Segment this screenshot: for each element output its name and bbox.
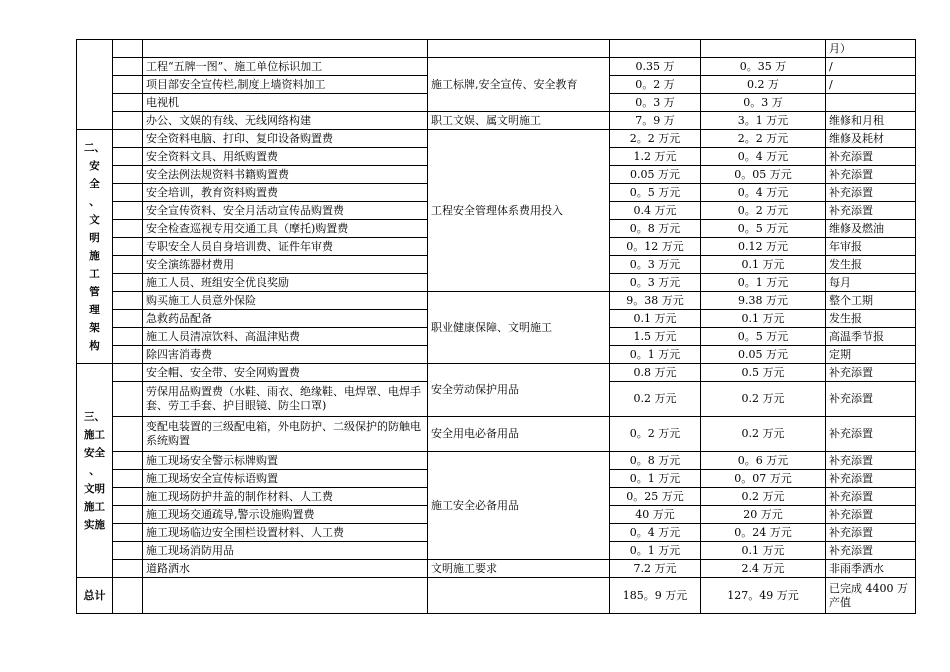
- actual-amount: 20 万元: [701, 506, 826, 524]
- note-cell: /: [826, 58, 916, 76]
- planned-amount: 0.8 万元: [610, 364, 701, 382]
- note-cell: 发生报: [826, 256, 916, 274]
- actual-amount: 0.12 万元: [701, 238, 826, 256]
- note-cell: 补充添置: [826, 202, 916, 220]
- actual-amount: 0.5 万元: [701, 364, 826, 382]
- note-cell: /: [826, 76, 916, 94]
- item-cell: 安全培训，教育资料购置费: [143, 184, 428, 202]
- category-cell: 安全用电必备用品: [428, 417, 610, 452]
- planned-amount: 0。1 万元: [610, 346, 701, 364]
- total-label: 总计: [77, 578, 113, 614]
- table-row: [77, 130, 916, 148]
- actual-amount: 0.05 万元: [701, 346, 826, 364]
- item-cell: 项目部安全宣传栏,制度上墙资料加工: [143, 76, 428, 94]
- category-cell: 安全劳动保护用品: [428, 364, 610, 417]
- note-cell: [826, 94, 916, 112]
- note-cell: 维修及燃油: [826, 220, 916, 238]
- item-cell: 施工现场安全警示标牌购置: [143, 452, 428, 470]
- note-cell: 年审报: [826, 238, 916, 256]
- note-cell: 补充添置: [826, 166, 916, 184]
- category-cell: 施工安全必备用品: [428, 452, 610, 560]
- actual-amount: 9.38 万元: [701, 292, 826, 310]
- planned-amount: 0。2 万元: [610, 417, 701, 452]
- planned-amount: 0。1 万元: [610, 542, 701, 560]
- planned-amount: 0。1 万元: [610, 470, 701, 488]
- planned-amount: 0.35 万: [610, 58, 701, 76]
- planned-amount: 9。38 万元: [610, 292, 701, 310]
- section-cell: [77, 40, 113, 130]
- planned-amount: 0。3 万元: [610, 256, 701, 274]
- item-cell: 电视机: [143, 94, 428, 112]
- planned-amount: 0.1 万元: [610, 310, 701, 328]
- table-row: [77, 560, 916, 578]
- planned-amount: 0.4 万元: [610, 202, 701, 220]
- note-cell: 整个工期: [826, 292, 916, 310]
- total-actual: 127。49 万元: [701, 578, 826, 614]
- category-cell: 工程安全管理体系费用投入: [428, 130, 610, 292]
- planned-amount: 0。8 万元: [610, 452, 701, 470]
- planned-amount: 0。12 万元: [610, 238, 701, 256]
- item-cell: 施工人员、班组安全优良奖励: [143, 274, 428, 292]
- table-row: [77, 452, 916, 470]
- actual-amount: 0。3 万: [701, 94, 826, 112]
- item-cell: 施工现场防护井盖的制作材料、人工费: [143, 488, 428, 506]
- category-cell: 职工文娱、属文明施工: [428, 112, 610, 130]
- note-cell: 补充添置: [826, 506, 916, 524]
- note-cell: 补充添置: [826, 470, 916, 488]
- note-cell: 月）: [826, 40, 916, 58]
- item-cell: 劳保用品购置费（水鞋、雨衣、绝缘鞋、电焊罩、电焊手套、劳工手套、护目眼镜、防尘口罩): [143, 382, 428, 417]
- actual-amount: 0.1 万元: [701, 542, 826, 560]
- note-cell: 补充添置: [826, 148, 916, 166]
- item-cell: 道路洒水: [143, 560, 428, 578]
- actual-amount: 0。24 万元: [701, 524, 826, 542]
- note-cell: 定期: [826, 346, 916, 364]
- planned-amount: 0.05 万元: [610, 166, 701, 184]
- note-cell: 补充添置: [826, 417, 916, 452]
- note-cell: 维修和月租: [826, 112, 916, 130]
- cost-table: [76, 39, 916, 614]
- planned-amount: 2。2 万元: [610, 130, 701, 148]
- planned-amount: 0。8 万元: [610, 220, 701, 238]
- actual-amount: 0。5 万元: [701, 220, 826, 238]
- item-cell: 安全帽、安全带、安全网购置费: [143, 364, 428, 382]
- planned-amount: 0。25 万元: [610, 488, 701, 506]
- actual-amount: 0。4 万元: [701, 148, 826, 166]
- item-cell: 专职安全人员自身培训费、证件年审费: [143, 238, 428, 256]
- category-cell: 文明施工要求: [428, 560, 610, 578]
- actual-amount: 0.2 万元: [701, 382, 826, 417]
- item-cell: 施工现场消防用品: [143, 542, 428, 560]
- actual-amount: 2。2 万元: [701, 130, 826, 148]
- total-note: 已完成 4400 万产值: [826, 578, 916, 614]
- table-row: [77, 112, 916, 130]
- note-cell: 补充添置: [826, 382, 916, 417]
- actual-amount: 0.2 万: [701, 76, 826, 94]
- planned-amount: 0。5 万元: [610, 184, 701, 202]
- item-cell: 安全资料文具、用纸购置费: [143, 148, 428, 166]
- item-cell: 施工现场安全宣传标语购置: [143, 470, 428, 488]
- item-cell: 施工现场交通疏导,警示设施购置费: [143, 506, 428, 524]
- table-row: [77, 292, 916, 310]
- actual-amount: 0.1 万元: [701, 310, 826, 328]
- planned-amount: 1.5 万元: [610, 328, 701, 346]
- note-cell: 每月: [826, 274, 916, 292]
- total-planned: 185。9 万元: [610, 578, 701, 614]
- actual-amount: 3。1 万元: [701, 112, 826, 130]
- total-row: [77, 578, 916, 614]
- item-cell: 安全法例法规资料书籍购置费: [143, 166, 428, 184]
- note-cell: 补充添置: [826, 524, 916, 542]
- item-cell: 除四害消毒费: [143, 346, 428, 364]
- table-row: [77, 417, 916, 452]
- actual-amount: 0。1 万元: [701, 274, 826, 292]
- note-cell: 补充添置: [826, 184, 916, 202]
- note-cell: 补充添置: [826, 364, 916, 382]
- table-row: [77, 364, 916, 382]
- planned-amount: 0。4 万元: [610, 524, 701, 542]
- planned-amount: 0。3 万元: [610, 274, 701, 292]
- category-cell: 职业健康保障、文明施工: [428, 292, 610, 364]
- section-label-3: 三、 施工 安全 、 文明 施工 实施: [77, 364, 113, 578]
- table-row: [77, 40, 916, 58]
- item-cell: 急救药品配备: [143, 310, 428, 328]
- item-cell: 变配电装置的三级配电箱，外电防护、二级保护的防触电系统购置: [143, 417, 428, 452]
- actual-amount: 0.1 万元: [701, 256, 826, 274]
- note-cell: 发生报: [826, 310, 916, 328]
- actual-amount: 2.4 万元: [701, 560, 826, 578]
- planned-amount: 0。3 万: [610, 94, 701, 112]
- item-cell: 安全演练器材费用: [143, 256, 428, 274]
- actual-amount: 0。35 万: [701, 58, 826, 76]
- item-cell: 办公、文娱的有线、无线网络构建: [143, 112, 428, 130]
- planned-amount: 7。9 万: [610, 112, 701, 130]
- planned-amount: 1.2 万元: [610, 148, 701, 166]
- note-cell: 补充添置: [826, 542, 916, 560]
- table-row: [77, 58, 916, 76]
- item-cell: 工程“五牌一图”、施工单位标识加工: [143, 58, 428, 76]
- planned-amount: 0。2 万: [610, 76, 701, 94]
- note-cell: 补充添置: [826, 452, 916, 470]
- note-cell: 维修及耗材: [826, 130, 916, 148]
- actual-amount: 0。4 万元: [701, 184, 826, 202]
- note-cell: 非雨季洒水: [826, 560, 916, 578]
- item-cell: 安全检查巡视专用交通工具（摩托)购置费: [143, 220, 428, 238]
- actual-amount: 0.2 万元: [701, 417, 826, 452]
- item-cell: 安全资料电脑、打印、复印设备购置费: [143, 130, 428, 148]
- category-cell: 施工标牌,安全宣传、安全教育: [428, 58, 610, 112]
- note-cell: 补充添置: [826, 488, 916, 506]
- actual-amount: 0。5 万元: [701, 328, 826, 346]
- planned-amount: 40 万元: [610, 506, 701, 524]
- planned-amount: 7.2 万元: [610, 560, 701, 578]
- planned-amount: 0.2 万元: [610, 382, 701, 417]
- section-label-2: 二、 安 全 、 文 明 施 工 管 理 架 构: [77, 130, 113, 364]
- note-cell: 高温季节报: [826, 328, 916, 346]
- actual-amount: 0.2 万元: [701, 488, 826, 506]
- actual-amount: 0。07 万元: [701, 470, 826, 488]
- item-cell: 安全宣传资料、安全月活动宣传品购置费: [143, 202, 428, 220]
- item-cell: 施工人员清凉饮料、高温津贴费: [143, 328, 428, 346]
- actual-amount: 0。6 万元: [701, 452, 826, 470]
- item-cell: 购买施工人员意外保险: [143, 292, 428, 310]
- actual-amount: 0。2 万元: [701, 202, 826, 220]
- actual-amount: 0。05 万元: [701, 166, 826, 184]
- item-cell: 施工现场临边安全围栏设置材料、人工费: [143, 524, 428, 542]
